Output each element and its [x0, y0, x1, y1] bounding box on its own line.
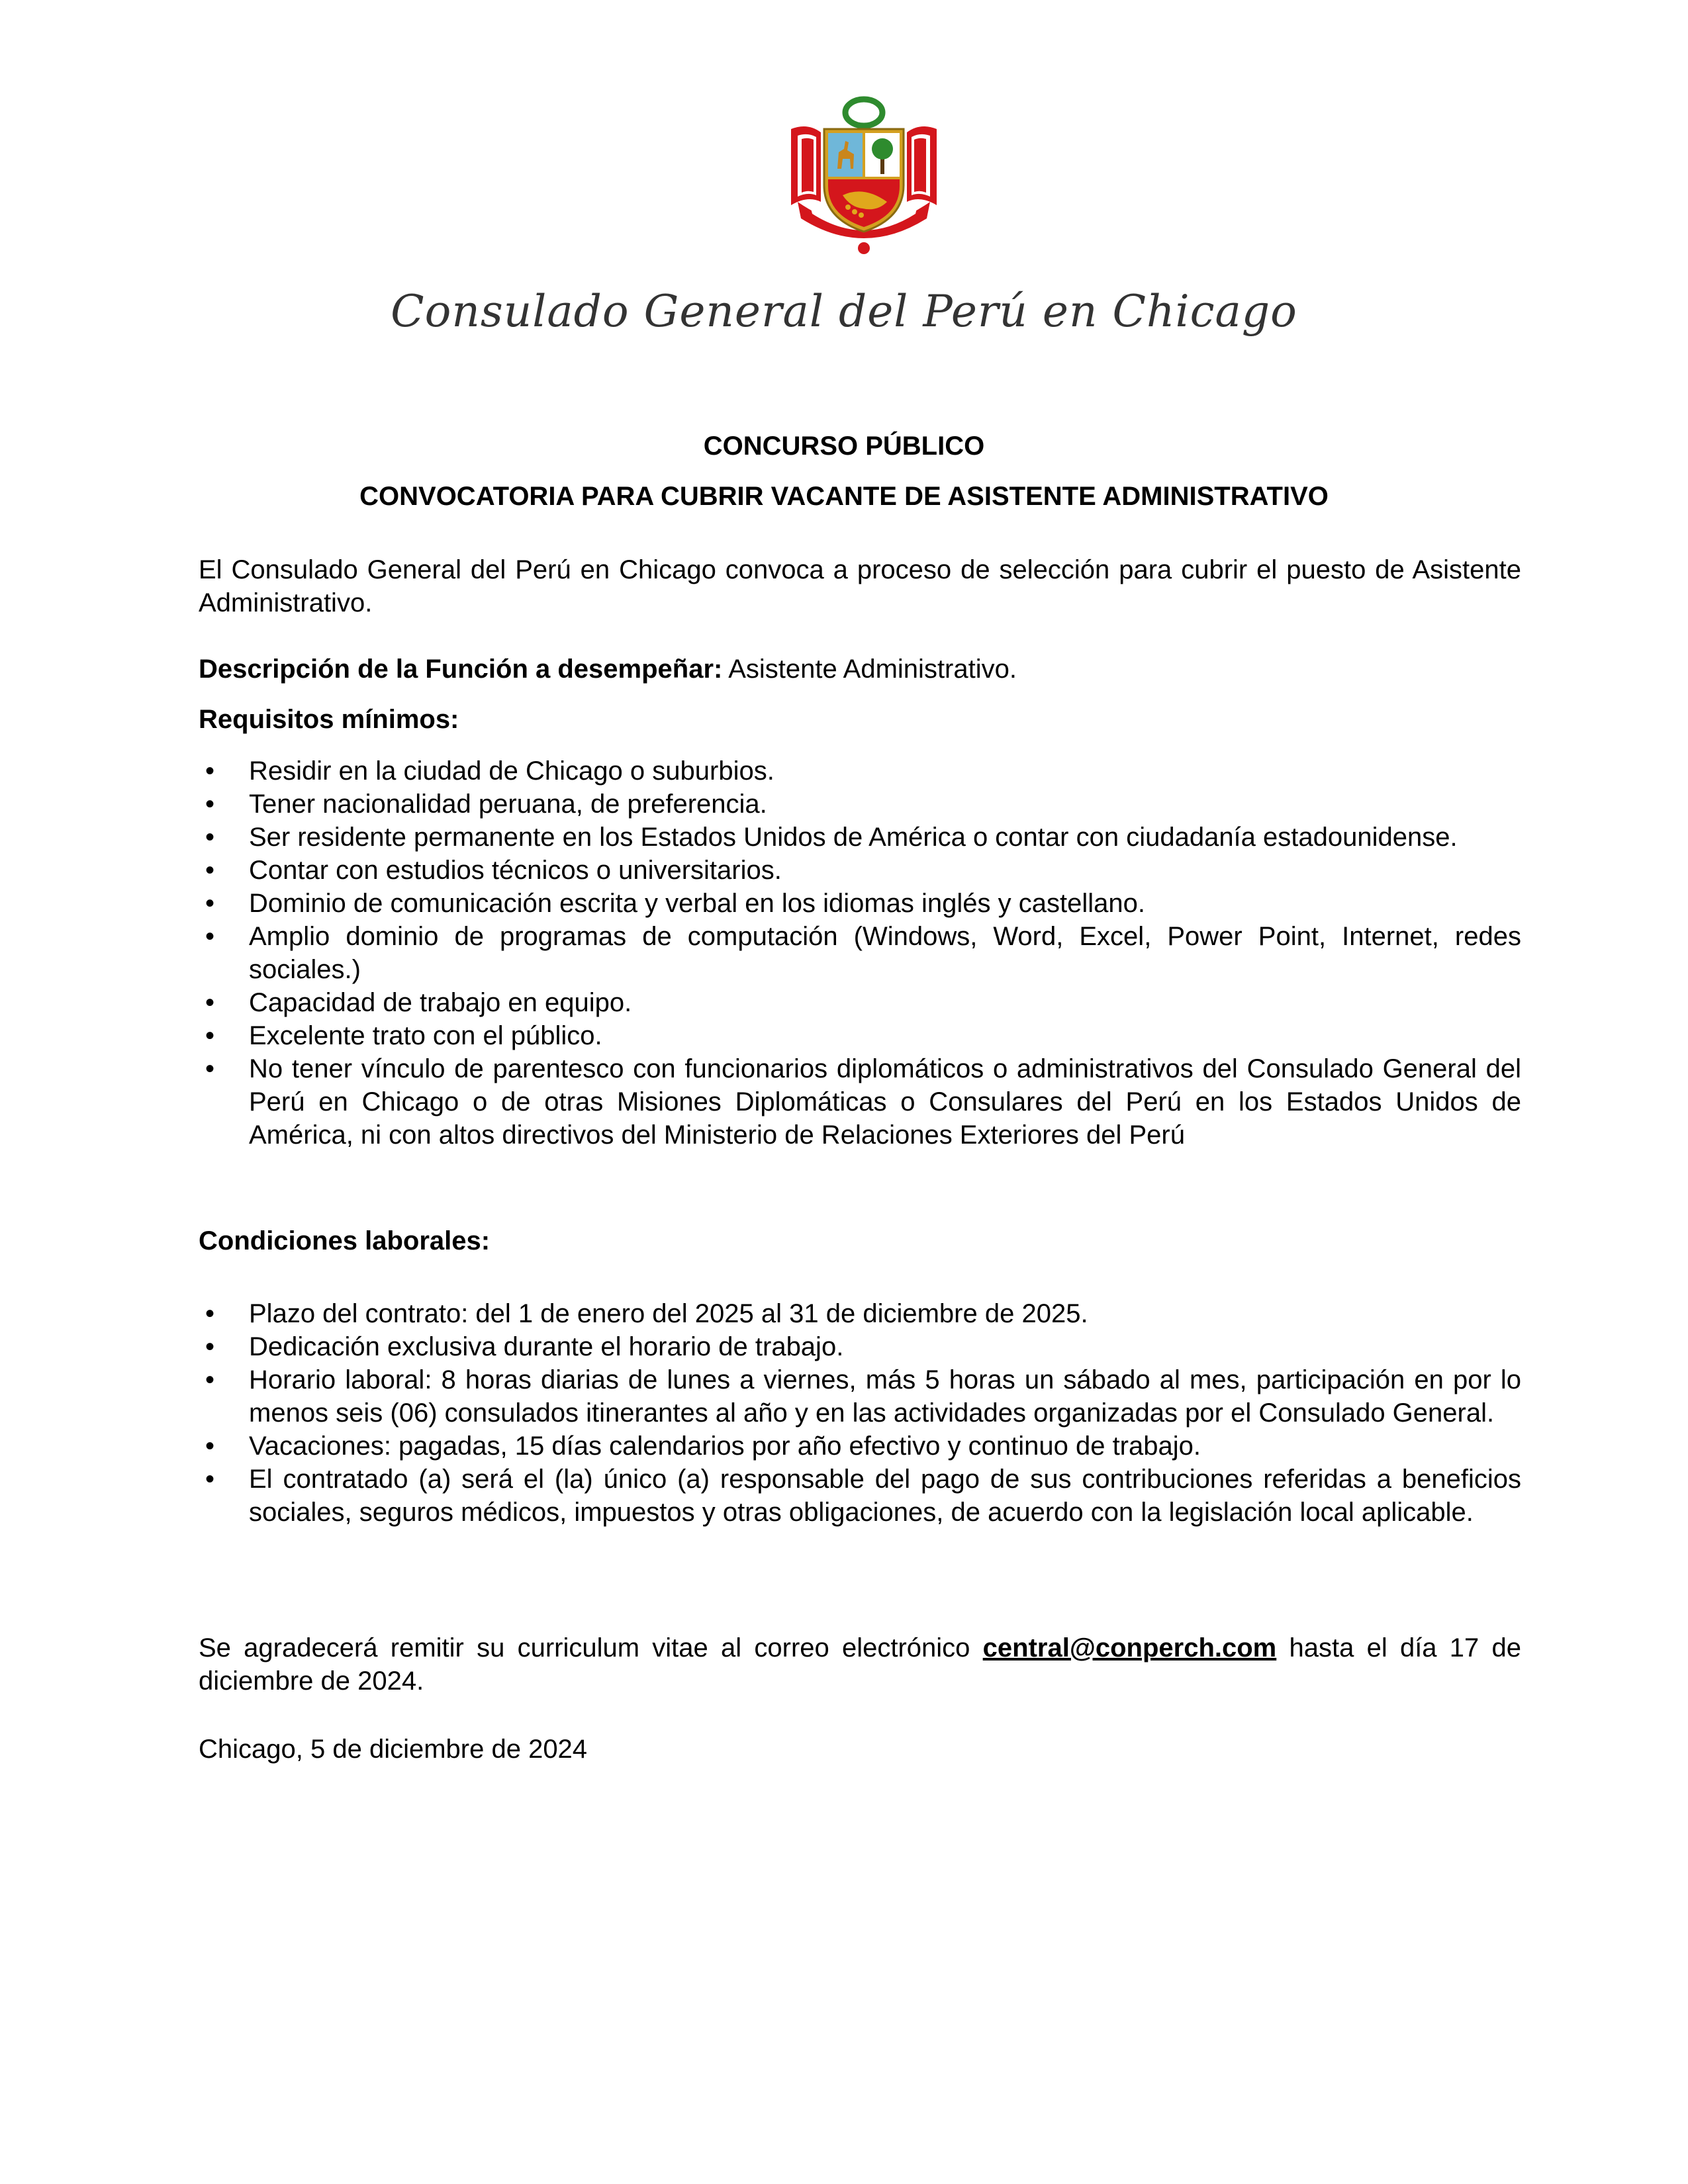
requisitos-title: Requisitos mínimos: — [199, 705, 459, 734]
peru-coat-of-arms-icon — [784, 96, 943, 261]
funcion-line — [199, 653, 1521, 686]
closing-paragraph: Se agradecerá remitir su curriculum vitae al correo electrónico central@conperch.com hasta el día 17 de diciembre de 2024. — [199, 1633, 1522, 1696]
list-item: • Residir en la ciudad de Chicago o suburbios. — [199, 754, 1521, 788]
list-item: • Excelente trato con el público. — [199, 1019, 1521, 1052]
list-item: • Contar con estudios técnicos o universitarios. — [199, 854, 1521, 887]
funcion-label: Descripción de la Función a desempeñar: — [199, 655, 723, 684]
requisitos-list — [199, 754, 1521, 1152]
bullet-icon: • — [205, 1365, 214, 1394]
consulate-name: Consulado General del Perú en Chicago — [391, 286, 1297, 337]
bullet-icon: • — [205, 790, 214, 819]
list-item: • El contratado (a) será el (la) único (a) responsable del pago de sus contribuciones referidas a beneficios sociales, seguros médicos, impuestos y otras obligaciones, de acuerdo con la legislación local aplicable. — [199, 1463, 1521, 1529]
list-item: • Ser residente permanente en los Estados Unidos de América o contar con ciudadanía estadounidense. — [199, 821, 1521, 854]
list-item: • Tener nacionalidad peruana, de preferencia. — [199, 788, 1521, 821]
bullet-icon: • — [205, 823, 214, 852]
list-item: • No tener vínculo de parentesco con funcionarios diplomáticos o administrativos del Consulado General del Perú en Chicago o de otras Misiones Diplomáticas o Consulares del Perú en los Estados Unidos de América, ni con altos directivos del Ministerio de Relaciones Exteriores del Perú — [199, 1052, 1521, 1152]
condiciones-title: Condiciones laborales: — [199, 1226, 491, 1255]
dateline: Chicago, 5 de diciembre de 2024 — [199, 1735, 588, 1764]
bullet-icon: • — [205, 922, 214, 951]
bullet-icon: • — [205, 856, 214, 885]
bullet-icon: • — [205, 1332, 214, 1361]
bullet-icon: • — [205, 889, 214, 918]
email-link[interactable]: central@conperch.com — [982, 1633, 1277, 1662]
bullet-icon: • — [205, 1299, 214, 1328]
intro-paragraph: El Consulado General del Perú en Chicago convoca a proceso de selección para cubrir el puesto de Asistente Administrativo. — [199, 555, 1521, 617]
title-line-1: CONCURSO PÚBLICO — [703, 432, 985, 461]
bullet-icon: • — [205, 756, 214, 786]
bullet-icon: • — [205, 1432, 214, 1461]
condiciones-list — [199, 1297, 1521, 1529]
list-item: • Horario laboral: 8 horas diarias de lunes a viernes, más 5 horas un sábado al mes, participación en por lo menos seis (06) consulados itinerantes al año y en las actividades organizadas por el Consulado General. — [199, 1363, 1521, 1430]
list-item: • Dominio de comunicación escrita y verbal en los idiomas inglés y castellano. — [199, 887, 1521, 920]
bullet-icon: • — [205, 1054, 214, 1083]
list-item: • Plazo del contrato: del 1 de enero del 2025 al 31 de diciembre de 2025. — [199, 1297, 1521, 1330]
bullet-icon: • — [205, 1021, 214, 1050]
list-item: • Amplio dominio de programas de computación (Windows, Word, Excel, Power Point, Internet, redes sociales.) — [199, 920, 1521, 986]
funcion-value: Asistente Administrativo. — [722, 655, 1017, 684]
title-line-2: CONVOCATORIA PARA CUBRIR VACANTE DE ASISTENTE ADMINISTRATIVO — [359, 482, 1329, 511]
list-item: • Capacidad de trabajo en equipo. — [199, 986, 1521, 1019]
bullet-icon: • — [205, 1465, 214, 1494]
list-item: • Vacaciones: pagadas, 15 días calendarios por año efectivo y continuo de trabajo. — [199, 1430, 1521, 1463]
list-item: • Dedicación exclusiva durante el horario de trabajo. — [199, 1330, 1521, 1363]
bullet-icon: • — [205, 988, 214, 1017]
